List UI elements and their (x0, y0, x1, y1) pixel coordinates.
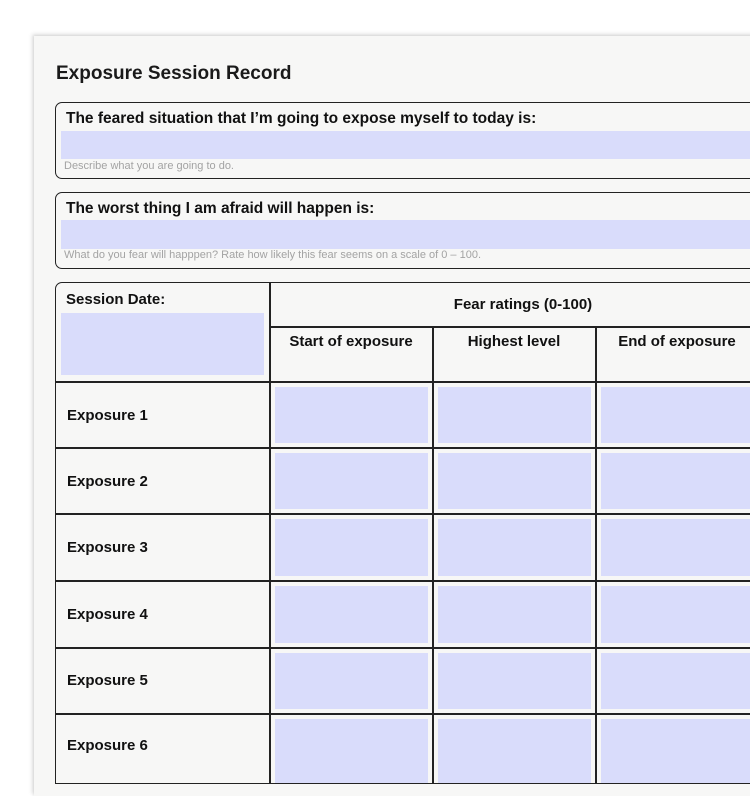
exposure-2-highest-field[interactable] (438, 453, 591, 509)
table-divider (56, 713, 750, 715)
session-date-label: Session Date: (66, 291, 166, 308)
exposure-2-start-field[interactable] (275, 453, 428, 509)
table-divider (595, 327, 597, 783)
exposure-3-start-field[interactable] (275, 519, 428, 576)
column-header-start: Start of exposure (289, 333, 413, 350)
table-divider (269, 326, 750, 328)
session-date-field[interactable] (61, 313, 264, 375)
row-label-exposure-3: Exposure 3 (67, 539, 148, 556)
exposure-5-highest-field[interactable] (438, 653, 591, 709)
row-label-exposure-5: Exposure 5 (67, 672, 148, 689)
exposure-1-end-field[interactable] (601, 387, 750, 443)
exposure-6-start-field[interactable] (275, 719, 428, 783)
exposure-6-highest-field[interactable] (438, 719, 591, 783)
feared-situation-section (55, 102, 750, 179)
feared-situation-label: The feared situation that I’m going to expose myself to today is: (66, 110, 537, 127)
row-label-exposure-6: Exposure 6 (67, 737, 148, 754)
worst-fear-label: The worst thing I am afraid will happen is: (66, 200, 375, 217)
table-divider (56, 513, 750, 515)
column-header-end: End of exposure (618, 333, 736, 350)
page-title: Exposure Session Record (56, 63, 292, 84)
exposure-2-end-field[interactable] (601, 453, 750, 509)
table-divider (56, 647, 750, 649)
row-label-exposure-2: Exposure 2 (67, 473, 148, 490)
exposure-3-end-field[interactable] (601, 519, 750, 576)
exposure-4-end-field[interactable] (601, 586, 750, 643)
feared-situation-hint: Describe what you are going to do. (64, 160, 234, 172)
worst-fear-field[interactable] (61, 220, 750, 249)
exposure-4-highest-field[interactable] (438, 586, 591, 643)
exposure-5-start-field[interactable] (275, 653, 428, 709)
exposure-1-start-field[interactable] (275, 387, 428, 443)
exposure-5-end-field[interactable] (601, 653, 750, 709)
exposure-6-end-field[interactable] (601, 719, 750, 783)
table-divider (432, 327, 434, 783)
exposure-3-highest-field[interactable] (438, 519, 591, 576)
worst-fear-section (55, 192, 750, 269)
feared-situation-field[interactable] (61, 131, 750, 159)
exposure-4-start-field[interactable] (275, 586, 428, 643)
worst-fear-hint: What do you fear will happpen? Rate how likely this fear seems on a scale of 0 – 100. (64, 249, 482, 261)
row-label-exposure-4: Exposure 4 (67, 606, 148, 623)
fear-ratings-header: Fear ratings (0-100) (453, 296, 593, 313)
table-divider (269, 283, 271, 783)
row-label-exposure-1: Exposure 1 (67, 407, 148, 424)
column-header-highest: Highest level (467, 333, 561, 350)
exposure-ratings-table (55, 282, 750, 784)
table-divider (56, 580, 750, 582)
table-divider (56, 381, 750, 383)
table-divider (56, 447, 750, 449)
exposure-1-highest-field[interactable] (438, 387, 591, 443)
